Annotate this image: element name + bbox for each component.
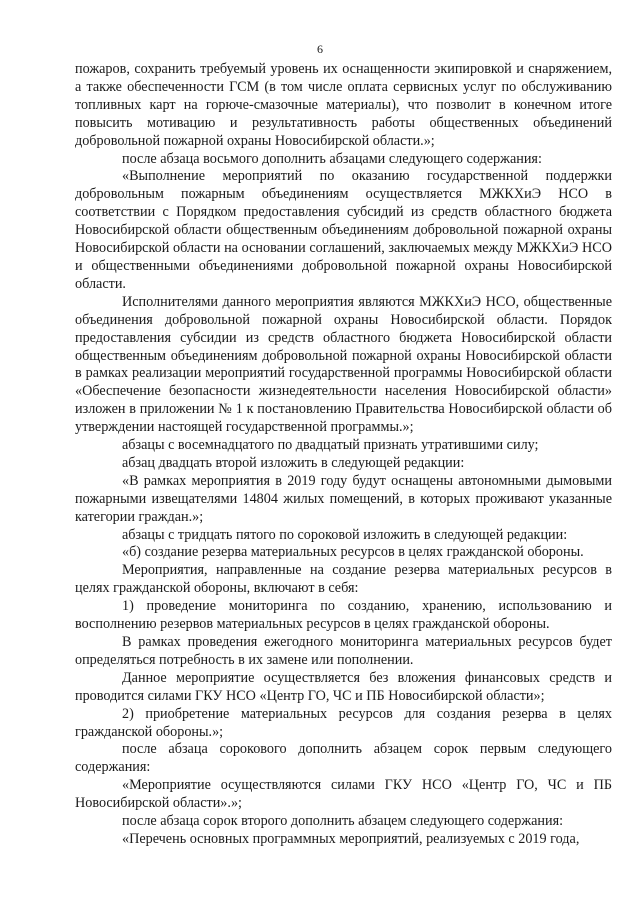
paragraph-amendment-after-8: после абзаца восьмого дополнить абзацами следующего содержания:	[122, 150, 542, 167]
paragraph-executors: Исполнителями данного мероприятия являются МЖКХиЭ НСО, общественные объединения добровольной пожарной охраны Новосибирской области. Порядок предоставления субсидии из средств областного бюджета Новосибирской области общественным объединениям добровольной пожарной охраны Новосибирской области в рамках реализации мероприятий государственной программы Новосибирской области «Обеспечение безопасности жизнедеятельности населения Новосибирской области» изложен в приложении № 1 к постановлению Правительства Новосибирской области об утверждении настоящей государственной программы.»;	[75, 293, 612, 436]
paragraph-amend-35-40: абзацы с тридцать пятого по сороковой изложить в следующей редакции:	[122, 526, 568, 543]
paragraph-monitoring: 1) проведение мониторинга по созданию, хранению, использованию и восполнению резервов материальных ресурсов в целях гражданской обороны.	[75, 598, 612, 633]
page-number: 6	[317, 42, 323, 56]
paragraph-reserve-measures: Мероприятия, направленные на создание резерва материальных ресурсов в целях гражданской обороны, включают в себя:	[75, 562, 612, 597]
paragraph-reserve-creation: «б) создание резерва материальных ресурсов в целях гражданской обороны.	[122, 544, 584, 561]
paragraph-amend-22: абзац двадцать второй изложить в следующей редакции:	[122, 454, 465, 471]
paragraph-repeal-18-20: абзацы с восемнадцатого по двадцатый признать утратившими силу;	[122, 437, 539, 454]
paragraph-purchase-resources: 2) приобретение материальных ресурсов для создания резерва в целях гражданской обороны.»;	[75, 705, 612, 740]
document-body	[75, 61, 612, 849]
paragraph-annual-monitoring: В рамках проведения ежегодного мониторинга материальных ресурсов будет определяться потребность в их замене или пополнении.	[75, 634, 612, 668]
paragraph-list-of-measures: «Перечень основных программных мероприятий, реализуемых с 2019 года,	[122, 830, 580, 847]
paragraph-gku-forces: «Мероприятие осуществляются силами ГКУ НСО «Центр ГО, ЧС и ПБ Новосибирской области».»;	[75, 777, 612, 812]
paragraph-smoke-detectors: «В рамках мероприятия в 2019 году будут оснащены автономными дымовыми пожарными извещателями 14804 жилых помещений, в которых проживают указанные категории граждан.»;	[75, 472, 612, 525]
paragraph-add-41: после абзаца сорокового дополнить абзацем сорок первым следующего содержания:	[75, 741, 612, 776]
paragraph-state-support: «Выполнение мероприятий по оказанию государственной поддержки добровольным пожарным объединениям осуществляется МЖКХиЭ НСО в соответствии с Порядком предоставления субсидий из средств областного бюджета Новосибирской области общественным объединениям добровольной пожарной охраны Новосибирской области на основании соглашений, заключаемых между МЖКХиЭ НСО и общественными объединениями добровольной пожарной охраны Новосибирской области.	[75, 168, 612, 292]
paragraph-no-funding: Данное мероприятие осуществляется без вложения финансовых средств и проводится силами ГКУ НСО «Центр ГО, ЧС и ПБ Новосибирской области»;	[75, 669, 612, 704]
paragraph-add-after-42: после абзаца сорок второго дополнить абзацем следующего содержания:	[122, 813, 564, 830]
paragraph-fire-equipment: пожаров, сохранить требуемый уровень их оснащенности экипировкой и снаряжением, а также обеспеченности ГСМ (в том числе оплата сервисных услуг по обслуживанию топливных карт на горюче-смазочные материалы), что позволит в конечном итоге повысить мотивацию и результативность работы общественных объединений добровольной пожарной охраны Новосибирской области.»;	[75, 61, 612, 149]
